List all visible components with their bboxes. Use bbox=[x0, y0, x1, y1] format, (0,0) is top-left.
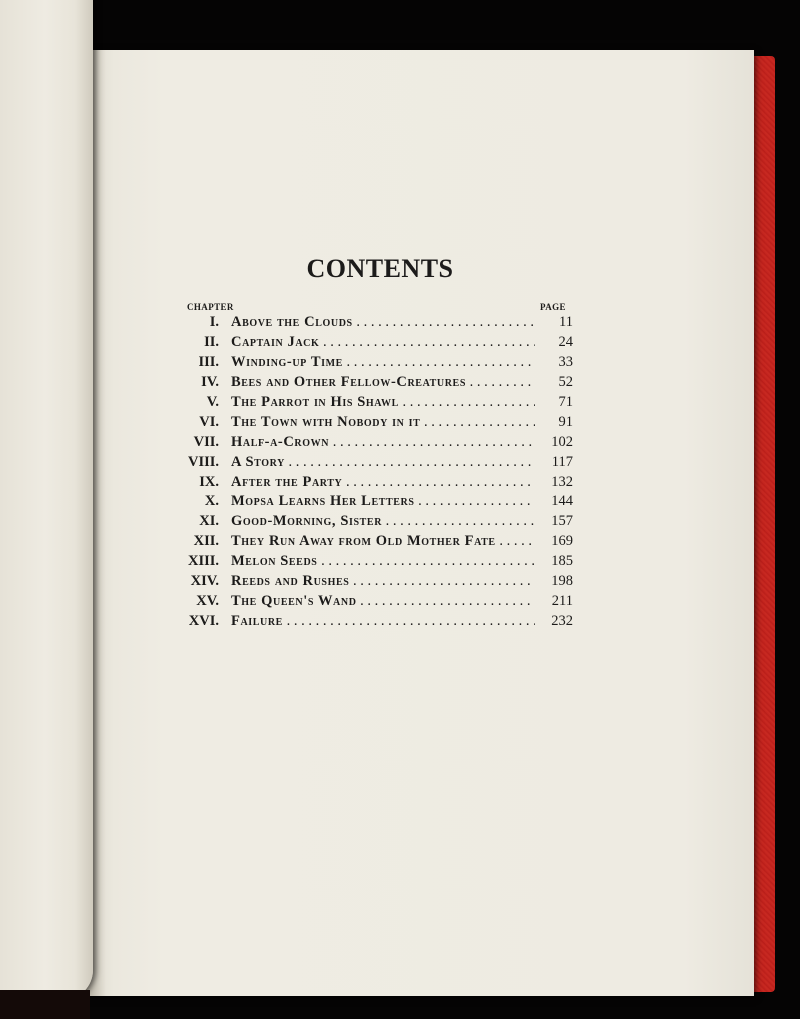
chapter-title: Mopsa Learns Her Letters . . . bbox=[231, 491, 535, 511]
chapter-number: III. bbox=[198, 353, 219, 370]
chapter-number: XV. bbox=[196, 593, 219, 610]
page-number: 33 bbox=[558, 353, 573, 370]
chapter-title: Bees and Other Fellow-Creatures . . . bbox=[231, 372, 535, 392]
chapter-column-header: CHAPTER bbox=[187, 302, 234, 312]
chapter-number: I. bbox=[209, 314, 219, 330]
page-number: 91 bbox=[558, 413, 573, 430]
chapter-number: IX. bbox=[199, 473, 219, 490]
page-number: 157 bbox=[551, 513, 573, 530]
chapter-title: The Town with Nobody in it . . . bbox=[231, 412, 535, 432]
chapter-number: XI. bbox=[199, 513, 219, 530]
chapter-number: IV. bbox=[201, 373, 219, 390]
page-number: 144 bbox=[551, 493, 573, 510]
chapter-title: Melon Seeds . . . bbox=[231, 551, 535, 571]
chapter-title: Above the Clouds . . . bbox=[231, 312, 535, 332]
page-number: 11 bbox=[559, 314, 573, 330]
chapter-number: V. bbox=[206, 393, 219, 410]
page-number: 71 bbox=[558, 393, 573, 410]
chapter-number: II. bbox=[204, 333, 219, 350]
toc-row bbox=[185, 432, 573, 452]
page-title: CONTENTS bbox=[306, 254, 454, 283]
page-number: 232 bbox=[551, 613, 573, 630]
chapter-number: XVI. bbox=[188, 613, 219, 630]
toc-row bbox=[185, 472, 573, 492]
toc-row bbox=[185, 491, 573, 511]
chapter-title: Winding-up Time . . . bbox=[231, 352, 535, 372]
page-number: 169 bbox=[551, 533, 573, 550]
chapter-number: XIII. bbox=[187, 553, 219, 570]
page-number: 117 bbox=[551, 453, 573, 470]
chapter-title: The Parrot in His Shawl . . . bbox=[231, 392, 535, 412]
chapter-number: XIV. bbox=[190, 573, 219, 590]
background bbox=[0, 990, 90, 1019]
toc-row bbox=[185, 452, 573, 472]
chapter-title: Reeds and Rushes . . . bbox=[231, 571, 535, 591]
page-number: 102 bbox=[551, 433, 573, 450]
chapter-title: Captain Jack . . . bbox=[231, 332, 535, 352]
toc-row bbox=[185, 392, 573, 412]
toc-row bbox=[185, 571, 573, 591]
toc-row bbox=[185, 312, 573, 332]
chapter-title: They Run Away from Old Mother Fate . . . bbox=[231, 531, 535, 551]
chapter-title: Failure . . . bbox=[231, 611, 535, 631]
toc-row bbox=[185, 412, 573, 432]
page-number: 198 bbox=[551, 573, 573, 590]
toc-row bbox=[185, 511, 573, 531]
chapter-number: VI. bbox=[199, 413, 219, 430]
facing-page bbox=[0, 0, 93, 1000]
toc-row bbox=[185, 591, 573, 611]
toc-row bbox=[185, 551, 573, 571]
chapter-title: The Queen's Wand . . . bbox=[231, 591, 535, 611]
chapter-number: X. bbox=[204, 493, 219, 510]
chapter-number: XII. bbox=[193, 533, 219, 550]
chapter-title: Good-Morning, Sister . . . bbox=[231, 511, 535, 531]
toc-row bbox=[185, 352, 573, 372]
chapter-number: VII. bbox=[193, 433, 219, 450]
page-column-header: PAGE bbox=[540, 302, 566, 312]
toc-row bbox=[185, 372, 573, 392]
page-number: 185 bbox=[551, 553, 573, 570]
page-number: 24 bbox=[558, 333, 573, 350]
toc-row bbox=[185, 531, 573, 551]
table-of-contents bbox=[185, 312, 573, 631]
page-number: 132 bbox=[551, 473, 573, 490]
page-number: 211 bbox=[551, 593, 573, 610]
page-number: 52 bbox=[558, 373, 573, 390]
chapter-title: A Story . . . bbox=[231, 452, 535, 472]
chapter-number: VIII. bbox=[187, 453, 219, 470]
toc-row bbox=[185, 332, 573, 352]
chapter-title: After the Party . . . bbox=[231, 472, 535, 492]
chapter-title: Half-a-Crown . . . bbox=[231, 432, 535, 452]
toc-row bbox=[185, 611, 573, 631]
